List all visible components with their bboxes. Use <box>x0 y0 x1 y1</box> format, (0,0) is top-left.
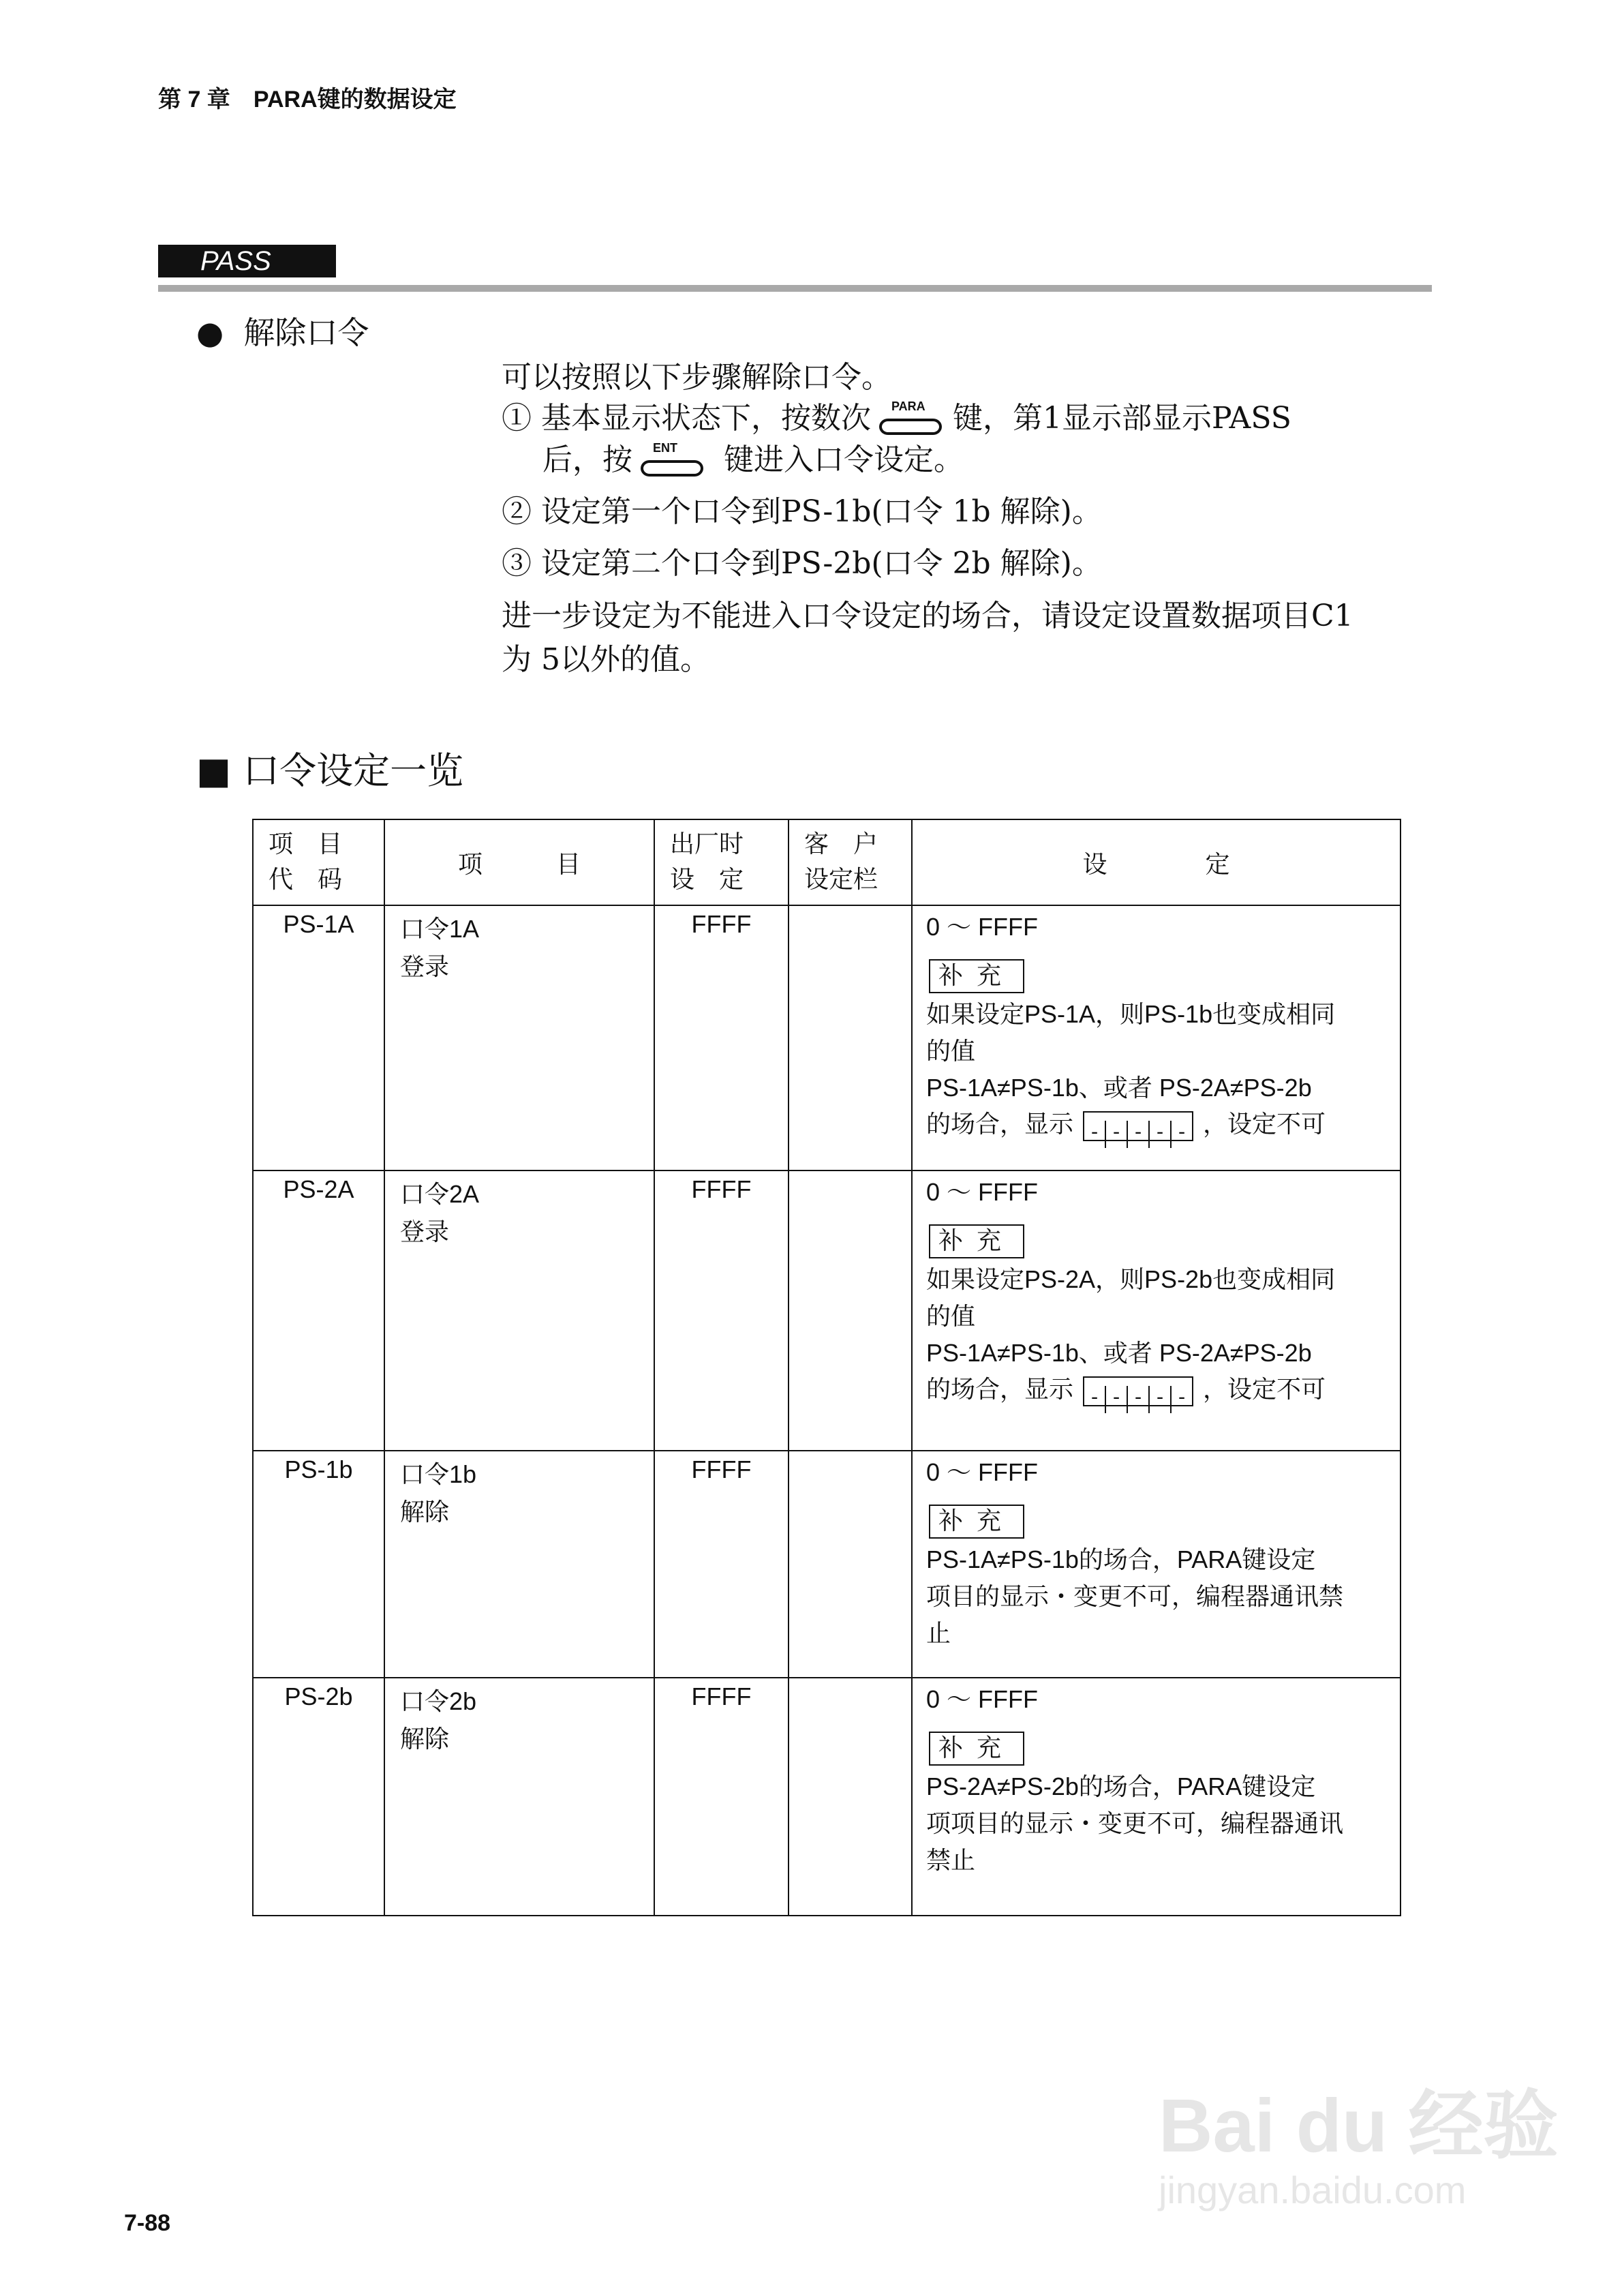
item-name <box>384 1678 654 1916</box>
dash-digit: - <box>1090 1385 1099 1409</box>
note-line: 项项目的显示・变更不可，编程器通讯 <box>926 1809 1344 1837</box>
item-name-main: 口令1b <box>400 1460 477 1488</box>
header-item: 项 目 <box>384 819 654 905</box>
item-name-main: 口令1A <box>400 915 480 943</box>
note-line: PS-1A≠PS-1b的场合，PARA键设定 <box>926 1545 1316 1573</box>
table-row <box>253 1170 1401 1451</box>
step-3: ③ 设定第二个口令到PS-2b(口令 2b 解除)。 <box>502 546 1102 581</box>
step-1-text-a: ① 基本显示状态下，按数次 <box>502 401 871 436</box>
header-factory-2: 设 定 <box>670 866 744 894</box>
blank-display-icon <box>1083 1111 1193 1144</box>
dash-digit: - <box>1127 1121 1148 1148</box>
dash-digit: - <box>1105 1386 1127 1413</box>
note-text: 的场合，显示 <box>926 1376 1074 1404</box>
ent-key-label: ENT <box>653 441 677 455</box>
note-line: 的值 <box>926 1037 976 1065</box>
item-code: PS-2A <box>253 1170 384 1451</box>
setting-description <box>912 905 1401 1170</box>
header-code <box>253 819 384 905</box>
header-factory-1: 出厂时 <box>670 830 744 858</box>
item-name-sub: 解除 <box>400 1498 450 1526</box>
item-name-sub: 解除 <box>400 1725 450 1753</box>
customer-setting <box>789 1451 912 1678</box>
item-name-sub: 登录 <box>400 1218 450 1246</box>
bullet-title: 解除口令 <box>243 314 369 351</box>
item-name <box>384 1451 654 1678</box>
customer-setting <box>789 905 912 1170</box>
note-line: PS-2A≠PS-2b的场合，PARA键设定 <box>926 1772 1316 1800</box>
header-customer <box>789 819 912 905</box>
item-code: PS-2b <box>253 1678 384 1916</box>
page-number: 7-88 <box>124 2210 171 2236</box>
header-setting: 设 定 <box>912 819 1401 905</box>
supplement-label: 补充 <box>929 1505 1024 1539</box>
dash-digit: - <box>1148 1121 1170 1148</box>
note-line: 禁止 <box>926 1846 976 1874</box>
list-title: ■ 口令设定一览 <box>196 749 464 792</box>
para-key-icon <box>879 399 945 438</box>
factory-default: FFFF <box>654 1678 789 1916</box>
note-text: ，设定不可 <box>1203 1111 1326 1138</box>
dash-digit: - <box>1127 1386 1148 1413</box>
setting-range: 0 ～ FFFF <box>926 1178 1038 1206</box>
item-name-sub: 登录 <box>400 953 450 981</box>
note-line: 项目的显示・变更不可，编程器通讯禁 <box>926 1582 1344 1610</box>
note-line: PS-1A≠PS-1b、或者 PS-2A≠PS-2b <box>926 1339 1312 1367</box>
setting-range: 0 ～ FFFF <box>926 1685 1038 1713</box>
customer-setting <box>789 1678 912 1916</box>
note-line: 如果设定PS-2A，则PS-2b也变成相同 <box>926 1265 1336 1293</box>
note-line: 如果设定PS-1A，则PS-1b也变成相同 <box>926 1000 1336 1028</box>
note-line: 的值 <box>926 1302 976 1330</box>
note-line-display <box>926 1106 1393 1143</box>
header-code-2: 代 码 <box>269 866 343 894</box>
factory-default: FFFF <box>654 1170 789 1451</box>
table-row <box>253 905 1401 1170</box>
factory-default: FFFF <box>654 1451 789 1678</box>
step-1-text-b: 键，第1显示部显示PASS <box>953 401 1291 436</box>
table-header-row <box>253 819 1401 905</box>
header-customer-1: 客 户 <box>804 830 878 858</box>
step-1-text-d: 键进入口令设定。 <box>724 442 964 477</box>
item-code: PS-1A <box>253 905 384 1170</box>
ent-key-icon <box>641 441 706 479</box>
note-line: PS-1A≠PS-1b、或者 PS-2A≠PS-2b <box>926 1074 1312 1102</box>
intro-text: 可以按照以下步骤解除口令。 <box>502 360 891 395</box>
dash-digit: - <box>1170 1386 1192 1413</box>
dash-digit: - <box>1170 1121 1192 1148</box>
note-line-display <box>926 1372 1393 1408</box>
item-name-main: 口令2A <box>400 1180 480 1208</box>
header-customer-2: 设定栏 <box>804 866 878 894</box>
note-line: 止 <box>926 1619 951 1647</box>
step-1-text-c: 后，按 <box>542 442 632 477</box>
section-tag-pass: PASS <box>158 245 336 277</box>
blank-display-icon <box>1083 1376 1193 1409</box>
watermark-logo: Bai du 经验 <box>1159 2084 1559 2168</box>
section-divider <box>158 285 1432 292</box>
running-header <box>158 80 480 114</box>
dash-digit: - <box>1105 1121 1127 1148</box>
setting-description <box>912 1678 1401 1916</box>
customer-setting <box>789 1170 912 1451</box>
supplement-label: 补充 <box>929 1732 1024 1766</box>
item-name <box>384 1170 654 1451</box>
note-text: 的场合，显示 <box>926 1111 1074 1138</box>
table-row <box>253 1451 1401 1678</box>
factory-default: FFFF <box>654 905 789 1170</box>
note-line-2: 为 5以外的值。 <box>502 642 710 677</box>
password-settings-table <box>252 819 1401 1916</box>
setting-range: 0 ～ FFFF <box>926 913 1038 941</box>
watermark-url: jingyan.baidu.com <box>1159 2169 1467 2211</box>
supplement-label: 补充 <box>929 1224 1024 1258</box>
supplement-label: 补充 <box>929 959 1024 993</box>
setting-description <box>912 1451 1401 1678</box>
setting-range: 0 ～ FFFF <box>926 1458 1038 1486</box>
step-1-line-2 <box>542 441 964 479</box>
bullet-icon: ● <box>196 314 224 351</box>
note-line-1: 进一步设定为不能进入口令设定的场合，请设定设置数据项目C1 <box>502 599 1353 633</box>
bullet-heading <box>196 308 369 353</box>
step-2: ② 设定第一个口令到PS-1b(口令 1b 解除)。 <box>502 494 1102 529</box>
step-1-line-1 <box>502 399 1291 438</box>
table-row <box>253 1678 1401 1916</box>
header-code-1: 项 目 <box>269 830 343 858</box>
setting-description <box>912 1170 1401 1451</box>
item-code: PS-1b <box>253 1451 384 1678</box>
chapter-title: PARA键的数据设定 <box>253 87 457 112</box>
item-name-main: 口令2b <box>400 1687 477 1715</box>
chapter-number: 第 7 章 <box>158 87 230 112</box>
para-key-label: PARA <box>891 399 925 413</box>
item-name <box>384 905 654 1170</box>
dash-digit: - <box>1090 1120 1099 1144</box>
dash-digit: - <box>1148 1386 1170 1413</box>
header-factory <box>654 819 789 905</box>
note-text: ，设定不可 <box>1203 1376 1326 1404</box>
